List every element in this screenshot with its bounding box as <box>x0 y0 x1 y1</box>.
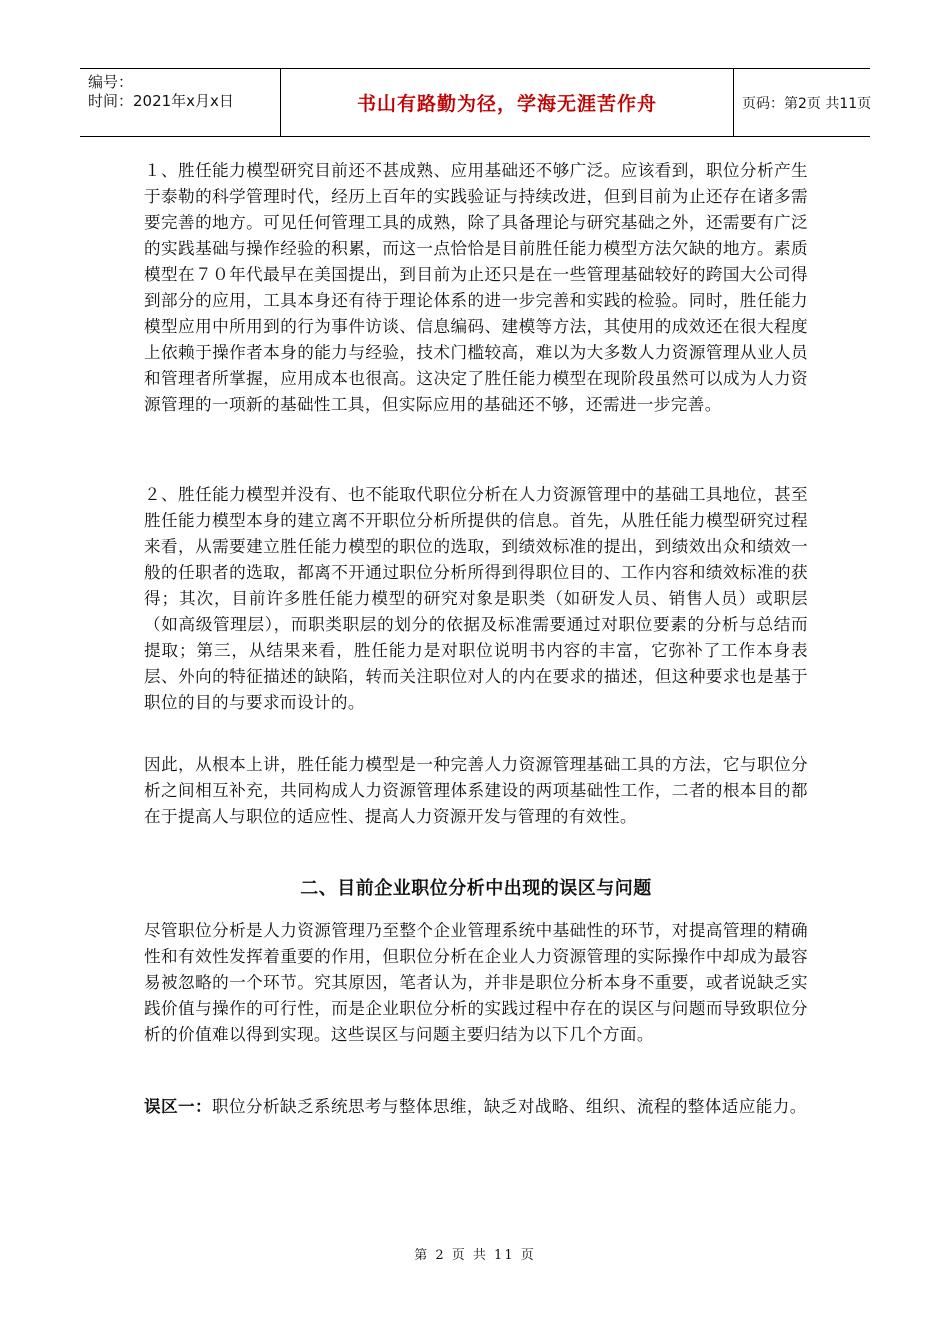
header-page-info: 页码：第2页 共11页 <box>742 95 872 112</box>
paragraph-4: 尽管职位分析是人力资源管理乃至整个企业管理系统中基础性的环节，对提高管理的精确性和有效性发挥着重要的作用，但职位分析在企业人力资源管理的实际操作中却成为最容易被忽略的一个环节。究其原因，笔者认为，并非是职位分析本身不重要，或者说缺乏实践价值与操作的可行性，而是企业职位分析的实践过程中存在的误区与问题而导致职位分析的价值难以得到实现。这些误区与问题主要归结为以下几个方面。 <box>144 921 808 1044</box>
section-heading: 二、目前企业职位分析中出现的误区与问题 <box>300 878 652 899</box>
misconception-text: 职位分析缺乏系统思考与整体思维，缺乏对战略、组织、流程的整体适应能力。 <box>211 1097 807 1116</box>
header-info-cell <box>80 69 280 136</box>
paragraph-5 <box>144 1094 808 1120</box>
page-footer: 第 2 页 共 11 页 <box>414 1248 536 1263</box>
misconception-label: 误区一： <box>144 1097 212 1116</box>
paragraph-1: １、胜任能力模型研究目前还不甚成熟、应用基础还不够广泛。应该看到，职位分析产生于泰勒的科学管理时代，经历上百年的实践验证与持续改进，但到目前为止还存在诸多需要完善的地方。可见任何管理工具的成熟，除了具备理论与研究基础之外，还需要有广泛的实践基础与操作经验的积累，而这一点恰恰是目前胜任能力模型方法欠缺的地方。素质模型在７０年代最早在美国提出，到目前为止还只是在一些管理基础较好的跨国大公司得到部分的应用，工具本身还有待于理论体系的进一步完善和实践的检验。同时，胜任能力模型应用中所用到的行为事件访谈、信息编码、建模等方法，其使用的成效还在很大程度上依赖于操作者本身的能力与经验，技术门槛较高，难以为大多数人力资源管理从业人员和管理者所掌握，应用成本也很高。这决定了胜任能力模型在现阶段虽然可以成为人力资源管理的一项新的基础性工具，但实际应用的基础还不够，还需进一步完善。 <box>144 161 808 414</box>
date-label: 时间：2021年x月x日 <box>88 92 234 110</box>
paragraph-3: 因此，从根本上讲，胜任能力模型是一种完善人力资源管理基础工具的方法，它与职位分析之间相互补充，共同构成人力资源管理体系建设的两项基础性工作，二者的根本目的都在于提高人与职位的适应性、提高人力资源开发与管理的有效性。 <box>144 755 808 826</box>
header-table <box>80 68 870 137</box>
paragraph-2: ２、胜任能力模型并没有、也不能取代职位分析在人力资源管理中的基础工具地位，甚至胜任能力模型本身的建立离不开职位分析所提供的信息。首先，从胜任能力模型研究过程来看，从需要建立胜任能力模型的职位的选取，到绩效标准的提出，到绩效出众和绩效一般的任职者的选取，都离不开通过职位分析所得到得职位目的、工作内容和绩效标准的获得；其次，目前许多胜任能力模型的研究对象是职类（如研发人员、销售人员）或职层（如高级管理层），而职类职层的划分的依据及标准需要通过对职位要素的分析与总结而提取；第三，从结果来看，胜任能力是对职位说明书内容的丰富，它弥补了工作本身表层、外向的特征描述的缺陷，转而关注职位对人的内在要求的描述，但这种要求也是基于职位的目的与要求而设计的。 <box>144 485 808 712</box>
doc-number-label: 编号： <box>88 73 134 91</box>
header-motto: 书山有路勤为径，学海无涯苦作舟 <box>280 69 734 136</box>
